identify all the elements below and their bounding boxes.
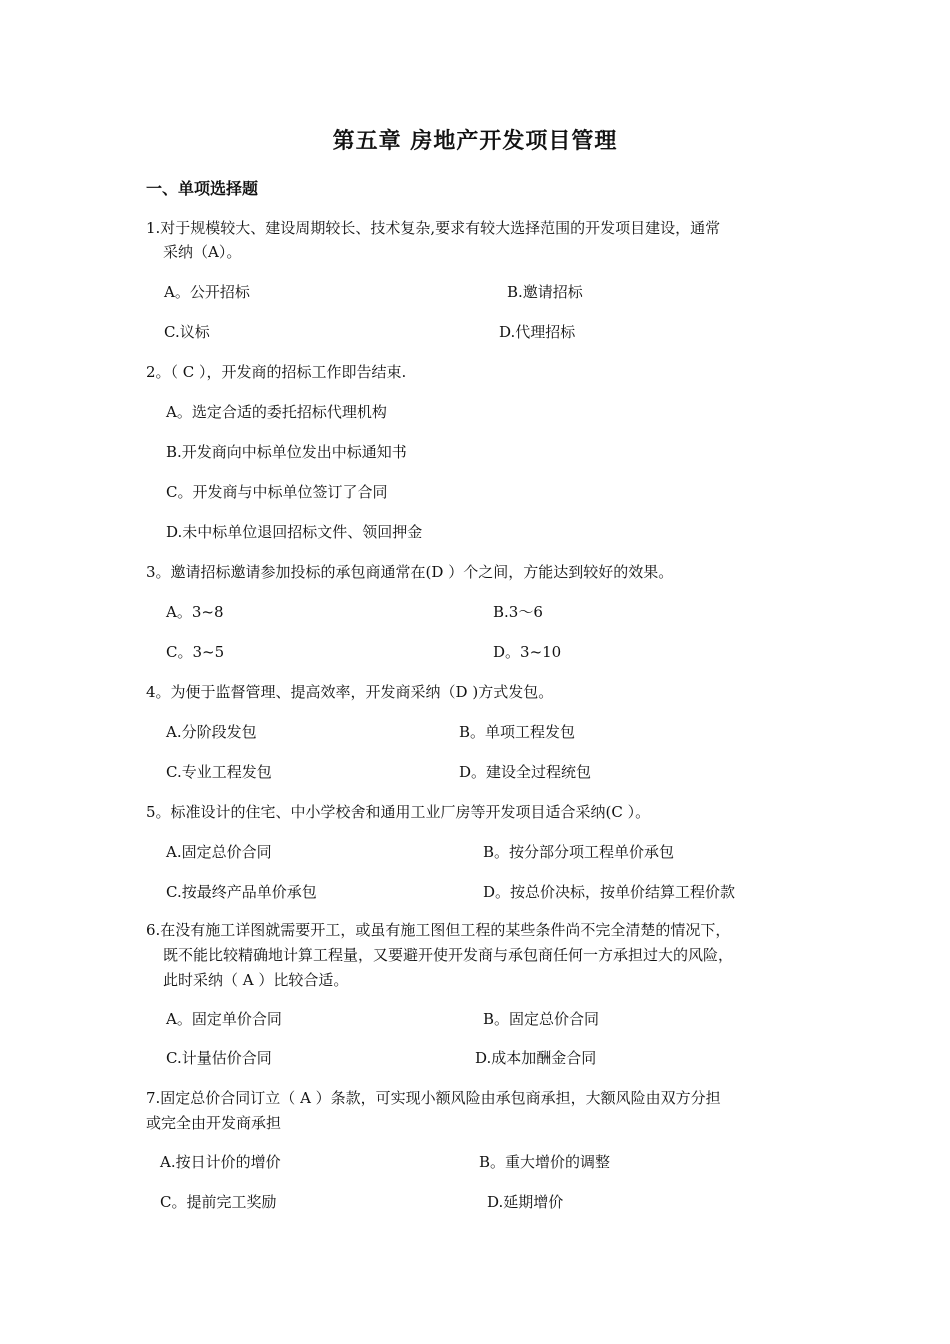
question-4-stem: 4。为便于监督管理、提高效率，开发商采纳（D )方式发包。 [146, 683, 554, 701]
question-5-option-a: A.固定总价合同 [166, 843, 272, 861]
question-3-option-a: A。3~8 [166, 603, 224, 621]
question-1-stem-line-2: 采纳（A）。 [163, 243, 242, 261]
question-1-option-b: B.邀请招标 [507, 283, 583, 301]
question-2-option-c: C。开发商与中标单位签订了合同 [166, 483, 388, 501]
question-2-option-b: B.开发商向中标单位发出中标通知书 [166, 443, 407, 461]
question-4-option-b: B。单项工程发包 [459, 723, 576, 741]
question-3-option-c: C。3~5 [166, 643, 225, 661]
question-6-stem-line-2: 既不能比较精确地计算工程量，又要避开使开发商与承包商任何一方承担过大的风险， [163, 946, 734, 964]
question-6-option-d: D.成本加酬金合同 [475, 1049, 597, 1067]
question-7-option-d: D.延期增价 [487, 1193, 564, 1211]
question-2-stem: 2。（ C ），开发商的招标工作即告结束. [146, 363, 407, 381]
question-1-stem-line-1: 1.对于规模较大、建设周期较长、技术复杂,要求有较大选择范围的开发项目建设，通常 [146, 219, 721, 237]
question-4-option-a: A.分阶段发包 [166, 723, 257, 741]
question-5-stem: 5。标准设计的住宅、中小学校舍和通用工业厂房等开发项目适合采纳(C ）。 [146, 803, 651, 821]
question-3-stem: 3。邀请招标邀请参加投标的承包商通常在(D ）个之间，方能达到较好的效果。 [146, 563, 674, 581]
question-1-option-d: D.代理招标 [499, 323, 576, 341]
question-2-option-a: A。选定合适的委托招标代理机构 [166, 403, 387, 421]
question-5-option-c: C.按最终产品单价承包 [166, 883, 317, 901]
question-5-option-d: D。按总价决标，按单价结算工程价款 [483, 883, 736, 901]
question-1-option-c: C.议标 [164, 323, 210, 341]
section-heading: 一、单项选择题 [146, 179, 259, 198]
question-7-option-a: A.按日计价的增价 [160, 1153, 281, 1171]
question-6-stem-line-3: 此时采纳（ A ）比较合适。 [163, 971, 349, 989]
question-6-option-b: B。固定总价合同 [483, 1010, 600, 1028]
question-6-stem-line-1: 6.在没有施工详图就需要开工，或虽有施工图但工程的某些条件尚不完全清楚的情况下， [146, 921, 731, 939]
question-7-option-c: C。提前完工奖励 [160, 1193, 277, 1211]
question-7-stem-line-2: 或完全由开发商承担 [146, 1114, 282, 1132]
question-4-option-d: D。建设全过程统包 [459, 763, 592, 781]
question-3-option-b: B.3～6 [493, 603, 543, 621]
question-6-option-c: C.计量估价合同 [166, 1049, 272, 1067]
question-7-option-b: B。重大增价的调整 [479, 1153, 611, 1171]
question-4-option-c: C.专业工程发包 [166, 763, 272, 781]
question-2-option-d: D.未中标单位退回招标文件、领回押金 [166, 523, 423, 541]
question-3-option-d: D。3~10 [493, 643, 562, 661]
question-7-stem-line-1: 7.固定总价合同订立（ A ）条款，可实现小额风险由承包商承担，大额风险由双方分担 [146, 1089, 721, 1107]
question-6-option-a: A。固定单价合同 [166, 1010, 282, 1028]
question-1-option-a: A。公开招标 [164, 283, 250, 301]
page-title: 第五章 房地产开发项目管理 [332, 129, 618, 154]
question-5-option-b: B。按分部分项工程单价承包 [483, 843, 675, 861]
